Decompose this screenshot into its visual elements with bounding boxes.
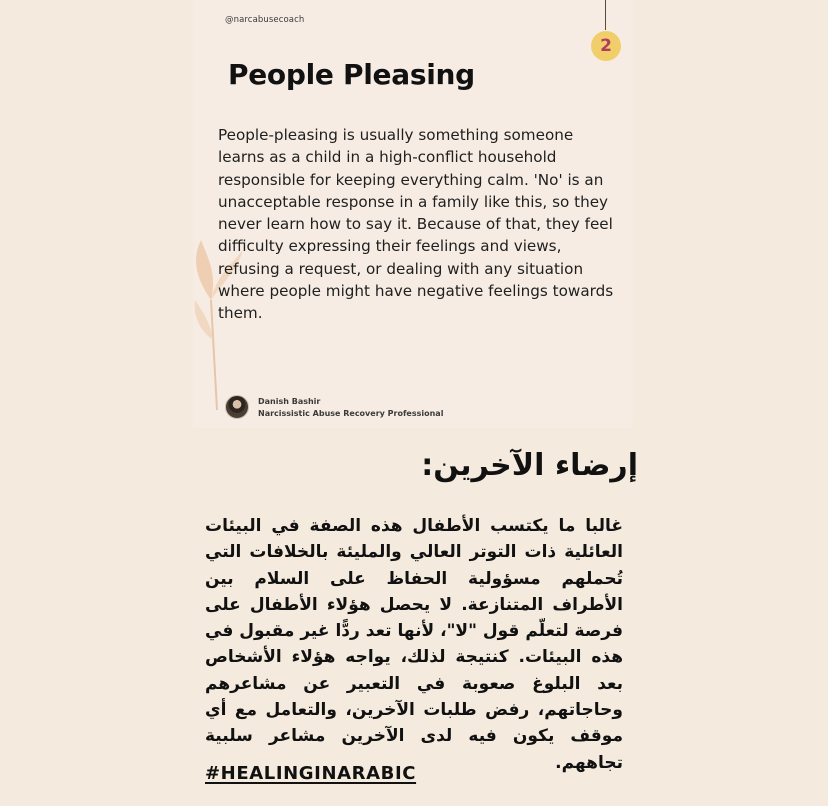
- arabic-title: إرضاء الآخرين:: [421, 448, 638, 483]
- page-number-badge: 2: [591, 31, 621, 61]
- author-role: Narcissistic Abuse Recovery Professional: [258, 409, 444, 418]
- instagram-handle: @narcabusecoach: [225, 15, 305, 25]
- author-avatar: [225, 395, 249, 419]
- card-body-text: People-pleasing is usually something someone learns as a child in a high-conflict household responsible for keeping everything calm. 'No' is an unacceptable response in a family like this, so they never learn how to say it. Because of that, they feel difficulty expressing their feelings and views, refusing a request, or dealing with any situation where people might have negative feelings towards them.: [218, 126, 614, 323]
- quote-card: [193, 0, 633, 428]
- author-name: Danish Bashir: [258, 397, 321, 406]
- hashtag[interactable]: #HEALINGINARABIC: [205, 763, 417, 784]
- card-title: People Pleasing: [228, 58, 475, 91]
- arabic-body-text: غالبا ما يكتسب الأطفال هذه الصفة في البيئات العائلية ذات التوتر العالي والمليئة بالخلافات التي تُحملهم مسؤولية الحفاظ على السلام بين الأطراف المتنازعة. لا يحصل هؤلاء الأطفال على فرصة لتعلّم قول "لا"، لأنها تعد ردًّا غير مقبول في هذه البيئات. كنتيجة لذلك، يواجه هؤلاء الأشخاص بعد البلوغ صعوبة في التعبير عن مشاعرهم وحاجاتهم، رفض طلبات الآخرين، والتعامل مع أي موقف يكون فيه لدى الآخرين مشاعر سلبية تجاههم.: [205, 516, 623, 773]
- page-number-ornament: [591, 0, 621, 64]
- ornament-string: [605, 0, 606, 30]
